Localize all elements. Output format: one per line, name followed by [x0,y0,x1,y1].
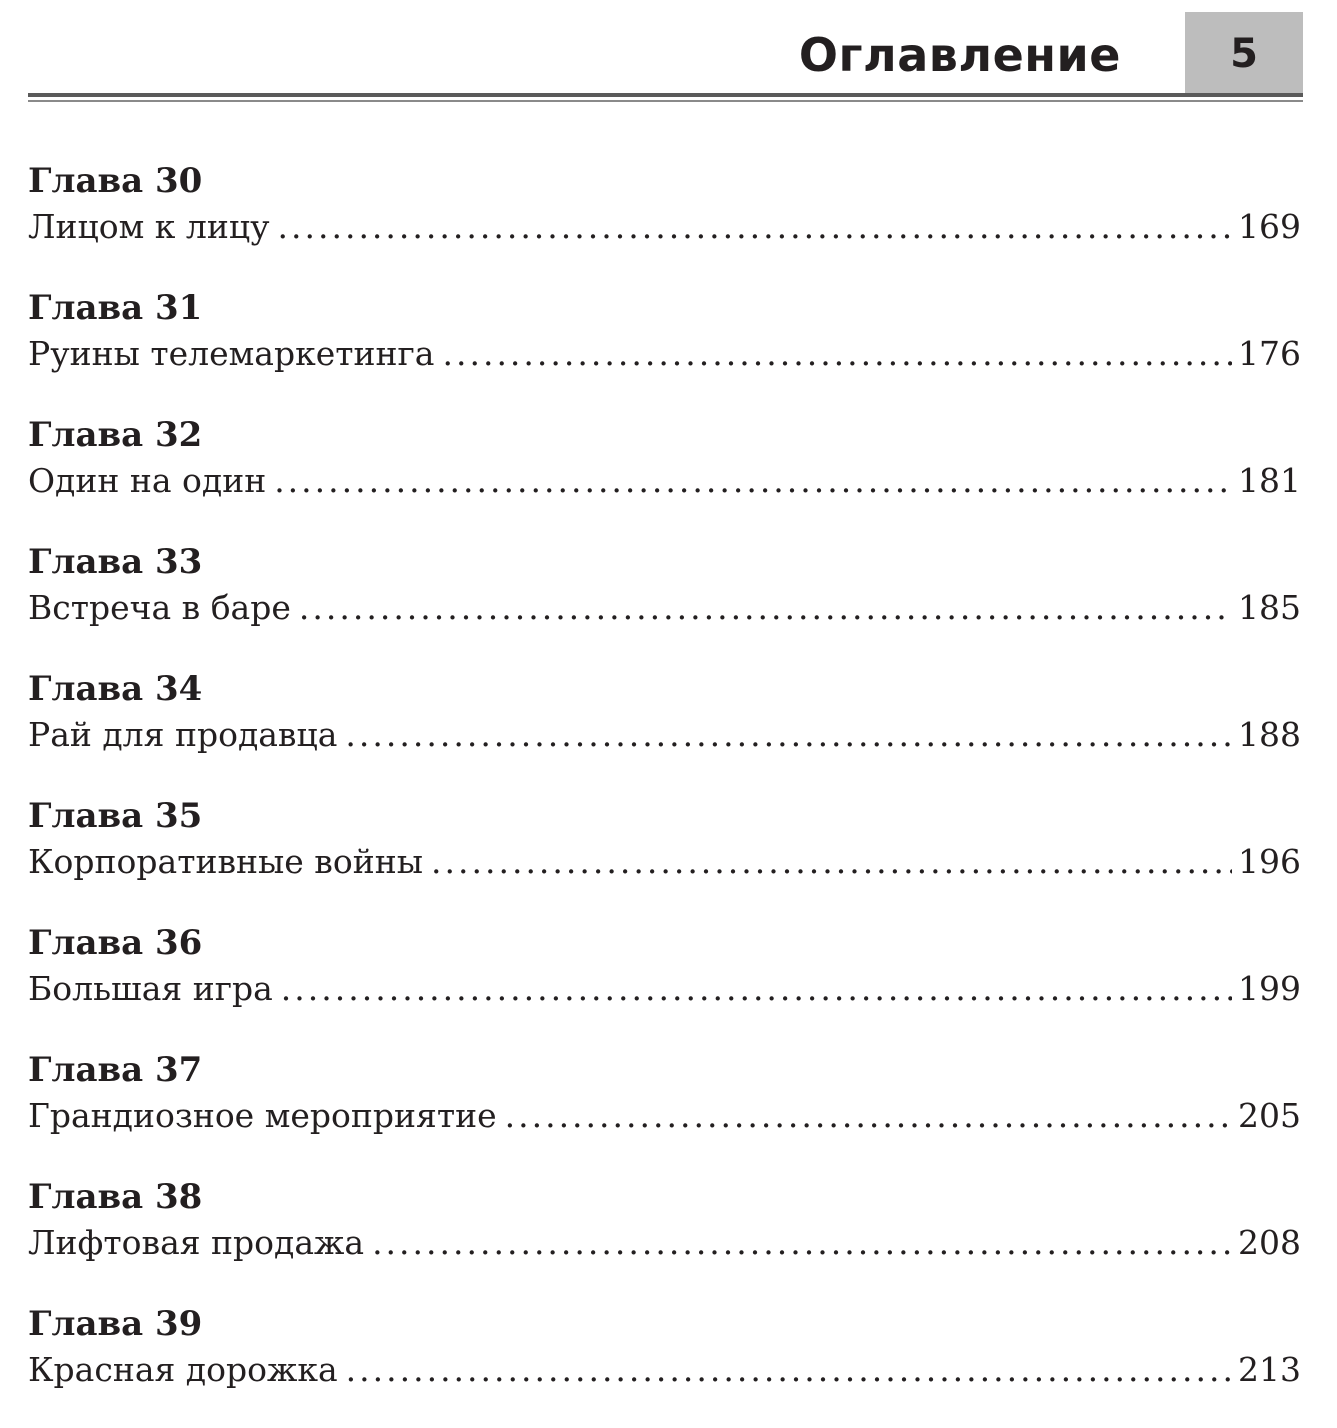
chapter-link[interactable] [28,966,1301,1012]
chapter-page-number: 181 [1238,461,1301,500]
chapter-label: Глава 30 [28,161,203,201]
header-rule-thin [28,100,1303,102]
chapter-page-number: 176 [1238,334,1301,373]
chapter-page-number: 205 [1238,1096,1301,1135]
toc-entry [28,158,1301,285]
dot-leader [431,839,1232,885]
chapter-label: Глава 37 [28,1050,203,1090]
chapter-link[interactable] [28,204,1301,250]
toc-entry [28,285,1301,412]
page-header [28,0,1303,104]
chapter-page-number: 213 [1238,1350,1301,1389]
chapter-label: Глава 31 [28,288,203,328]
chapter-label: Глава 34 [28,669,203,709]
chapter-link[interactable] [28,585,1301,631]
table-of-contents [28,158,1301,1428]
chapter-link[interactable] [28,1220,1301,1266]
chapter-title: Руины телемаркетинга [28,334,435,373]
chapter-link[interactable] [28,458,1301,504]
chapter-page-number: 208 [1238,1223,1301,1262]
chapter-label: Глава 33 [28,542,203,582]
chapter-title: Лифтовая продажа [28,1223,365,1262]
chapter-title: Рай для продавца [28,715,338,754]
toc-entry [28,793,1301,920]
toc-entry [28,666,1301,793]
page-number-box [1185,12,1303,94]
chapter-page-number: 196 [1238,842,1301,881]
page-number: 5 [1230,31,1258,77]
chapter-label: Глава 39 [28,1304,203,1344]
dot-leader [274,458,1232,504]
header-rule-thick [28,93,1303,97]
chapter-title: Корпоративные войны [28,842,424,881]
dot-leader [281,966,1232,1012]
toc-entry [28,1047,1301,1174]
chapter-link[interactable] [28,712,1301,758]
chapter-page-number: 185 [1238,588,1301,627]
chapter-link[interactable] [28,839,1301,885]
chapter-link[interactable] [28,1347,1301,1393]
chapter-title: Грандиозное мероприятие [28,1096,497,1135]
dot-leader [442,331,1232,377]
dot-leader [345,712,1232,758]
chapter-page-number: 199 [1238,969,1301,1008]
dot-leader [299,585,1232,631]
chapter-page-number: 169 [1238,207,1301,246]
dot-leader [346,1347,1232,1393]
chapter-title: Красная дорожка [28,1350,338,1389]
chapter-title: Один на один [28,461,267,500]
chapter-link[interactable] [28,1093,1301,1139]
toc-entry [28,412,1301,539]
chapter-link[interactable] [28,331,1301,377]
chapter-title: Большая игра [28,969,273,1008]
chapter-label: Глава 32 [28,415,203,455]
chapter-label: Глава 35 [28,796,203,836]
dot-leader [505,1093,1232,1139]
dot-leader [372,1220,1232,1266]
toc-entry [28,1174,1301,1301]
chapter-label: Глава 36 [28,923,203,963]
toc-entry [28,539,1301,666]
toc-entry [28,1301,1301,1428]
chapter-label: Глава 38 [28,1177,203,1217]
dot-leader [278,204,1233,250]
chapter-title: Встреча в баре [28,588,291,627]
chapter-title: Лицом к лицу [28,207,270,246]
toc-entry [28,920,1301,1047]
chapter-page-number: 188 [1238,715,1301,754]
page-title: Оглавление [798,28,1121,82]
